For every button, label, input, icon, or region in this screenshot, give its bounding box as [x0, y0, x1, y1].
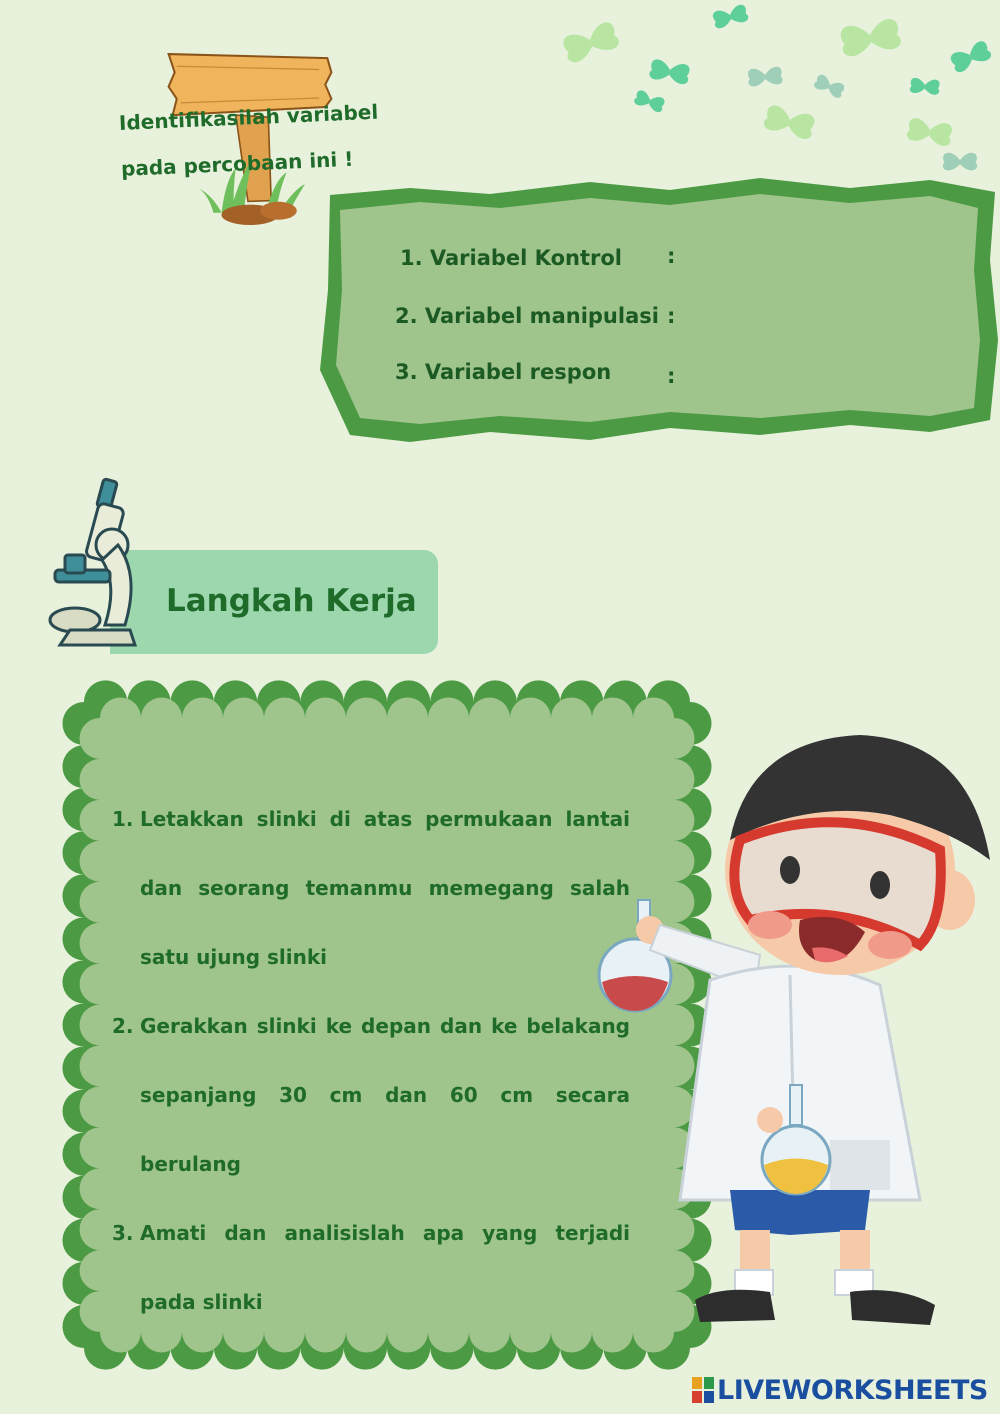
- step-number: 1.: [112, 807, 134, 831]
- variable-kontrol-label: 1. Variabel Kontrol: [400, 246, 622, 270]
- sign-instruction: [118, 87, 422, 192]
- step-item: [112, 1199, 630, 1337]
- microscope-icon: [40, 475, 150, 660]
- step-item: [112, 785, 630, 992]
- step-number: 3.: [112, 1221, 134, 1245]
- step-text: Letakkan slinki di atas permukaan lantai dan seorang temanmu memegang salah satu ujung slinki: [140, 807, 630, 969]
- liveworksheets-logo-icon: [692, 1377, 714, 1403]
- butterflies-decoration: [530, 0, 1000, 175]
- sign-line-1: Identifikasilah variabel: [118, 99, 379, 135]
- variable-manipulasi-label: 2. Variabel manipulasi: [395, 304, 659, 328]
- scientist-kid-illustration: [590, 720, 1000, 1370]
- step-text: Amati dan analisislah apa yang terjadi pada slinki: [140, 1221, 630, 1314]
- footer-brand[interactable]: [692, 1372, 988, 1408]
- variable-respon-colon: :: [667, 364, 676, 388]
- step-text: Gerakkan slinki ke depan dan ke belakang sepanjang 30 cm dan 60 cm secara berulang: [140, 1014, 630, 1176]
- footer-brand-text: LIVEWORKSHEETS: [717, 1374, 988, 1406]
- variable-kontrol-colon: :: [667, 244, 676, 268]
- steps-list: [112, 785, 630, 1337]
- variable-manipulasi-colon: :: [667, 304, 676, 328]
- step-item: [112, 992, 630, 1199]
- variable-respon-label: 3. Variabel respon: [395, 360, 612, 384]
- section-title: Langkah Kerja: [166, 583, 417, 619]
- step-number: 2.: [112, 1014, 134, 1038]
- sign-line-2: pada percobaan ini !: [120, 146, 354, 181]
